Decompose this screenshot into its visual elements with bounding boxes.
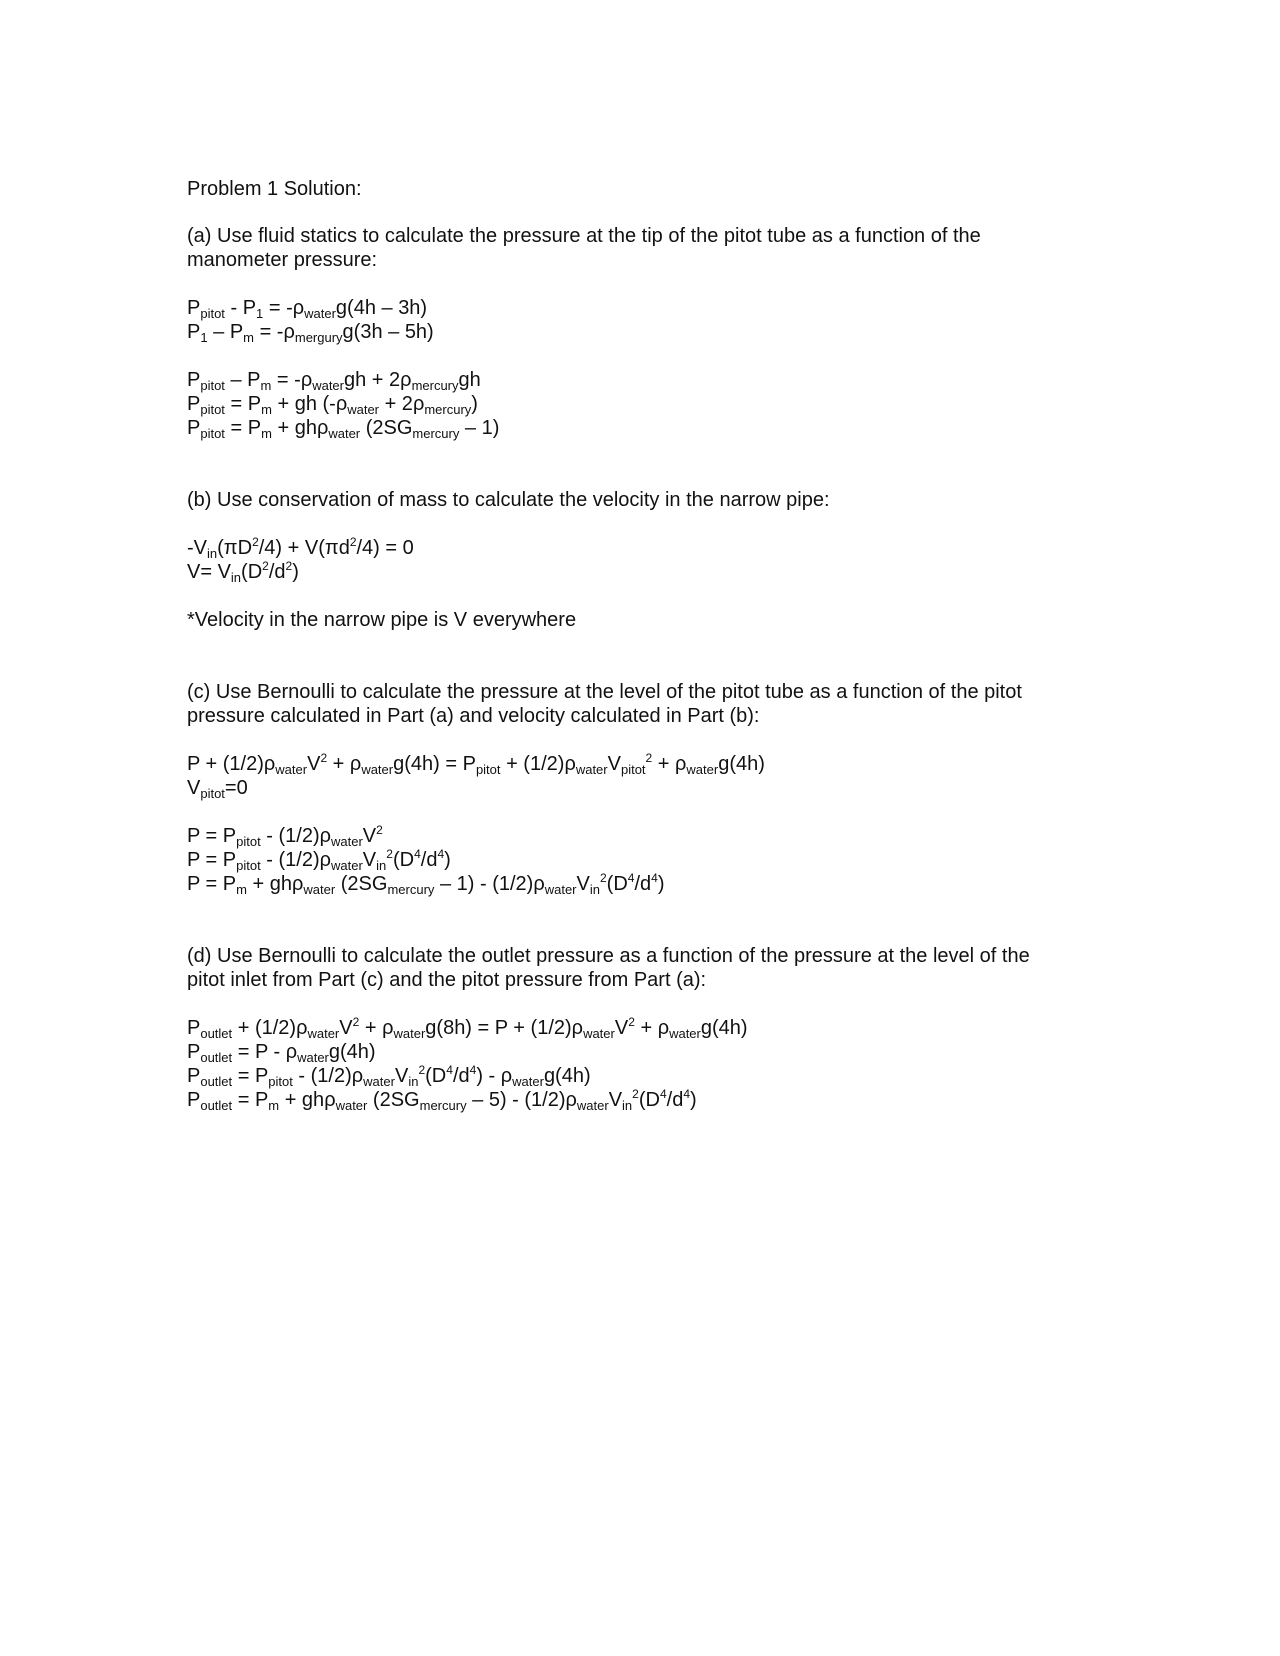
equation: $P_{outlet} + (1/2)\rho_{water}V^2 + \rho_{water}g(8h) = P + (1/2)\rho_{water}V^2 + \rho_{water}g(4h)$ <box>187 1015 748 1041</box>
equation: $P_{pitot} - P_1 = -\rho_{water}g(4h - 3h)$ <box>187 297 428 321</box>
part-c-prompt-line-1: (c) Use Bernoulli to calculate the pressure at the level of the pitot tube as a function of the pitot <box>187 681 1022 703</box>
equation: $P + (1/2)\rho_{water}V^2 + \rho_{water}g(4h) = P_{pitot} + (1/2)\rho_{water}V_{pitot}^2 + \rho_{water}g(4h)$ <box>187 751 765 777</box>
equation: $P = P_{pitot} - (1/2)\rho_{water}V^2$ <box>187 823 383 849</box>
part-c-prompt-line-2: pressure calculated in Part (a) and velocity calculated in Part (b): <box>187 705 760 727</box>
equation: $P_{outlet} = P - \rho_{water}g(4h)$ <box>187 1041 376 1065</box>
part-b-note: *Velocity in the narrow pipe is V everywhere <box>187 609 577 631</box>
equation: $P_{outlet} = P_m + gh\rho_{water}$ $(2SG_{mercury} - 5) - (1/2)\rho_{water}V_{in}^2(D^4/d^4)$ <box>187 1087 697 1113</box>
part-b-prompt: (b) Use conservation of mass to calculate the velocity in the narrow pipe: <box>187 489 830 511</box>
page-title: Problem 1 Solution: <box>187 178 362 200</box>
equation: $V= V_{in}(D^2/d^2)$ <box>187 559 299 585</box>
equation: $P_{pitot} - P_m = -\rho_{water}gh + 2\rho_{mercury}gh$ <box>187 369 481 393</box>
equation: $P_{pitot} = P_m$ + gh $(-\rho_{water} + 2\rho_{mercury})$ <box>187 393 478 417</box>
part-a-prompt-line-1: (a) Use fluid statics to calculate the pressure at the tip of the pitot tube as a function of the <box>187 225 981 247</box>
equation: $P = P_{pitot} - (1/2)\rho_{water}V_{in}^2(D^4/d^4)$ <box>187 847 451 873</box>
equation: $P_{outlet} = P_{pitot} - (1/2)\rho_{water}V_{in}^2(D^4/d^4) - \rho_{water}g(4h)$ <box>187 1063 591 1089</box>
equation: $P_{pitot} = P_m + gh\rho_{water}$ $(2SG_{mercury} - 1)$ <box>187 417 500 441</box>
equation: $-V_{in}(\pi D^2/4) + V(\pi d^2/4) = 0$ <box>187 535 414 561</box>
equation: $V_{pitot}=0$ <box>187 777 248 801</box>
equation: $P = P_m + gh\rho_{water}$ $(2SG_{mercury} - 1) - (1/2)\rho_{water}V_{in}^2(D^4/d^4)$ <box>187 871 665 897</box>
part-d-prompt-line-1: (d) Use Bernoulli to calculate the outlet pressure as a function of the pressure at the level of the <box>187 945 1030 967</box>
part-a-prompt-line-2: manometer pressure: <box>187 249 378 271</box>
part-d-prompt-line-2: pitot inlet from Part (c) and the pitot pressure from Part (a): <box>187 969 707 991</box>
equation: $P_1 - P_m = -\rho_{mergury}g(3h - 5h)$ <box>187 321 434 345</box>
